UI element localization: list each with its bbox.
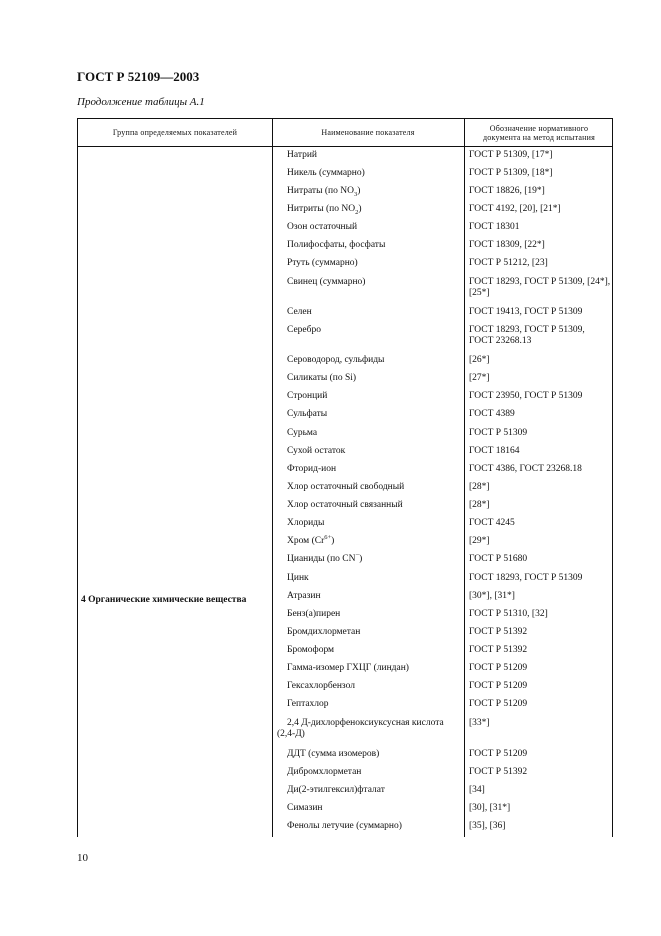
test-method-reference: ГОСТ Р 51392 [469, 627, 528, 637]
indicator-name: Ртуть (суммарно) [287, 258, 358, 268]
indicator-name: Цианиды (по CN−) [287, 551, 363, 564]
indicator-name: Нитраты (по $NO_3$) [287, 186, 361, 198]
test-method-reference: ГОСТ Р 51680 [469, 554, 528, 564]
test-method-reference: [28*] [469, 482, 490, 492]
test-method-reference: [30], [31*] [469, 803, 511, 813]
test-method-reference: ГОСТ 18293, ГОСТ Р 51309 [469, 573, 583, 583]
test-method-reference: ГОСТ Р 51392 [469, 767, 528, 777]
indicator-name: Атразин [287, 591, 321, 601]
test-method-reference: ГОСТ Р 51209 [469, 663, 528, 673]
test-method-reference: ГОСТ 19413, ГОСТ Р 51309 [469, 307, 583, 317]
test-method-reference: ГОСТ Р 51209 [469, 699, 528, 709]
indicator-name: Хлор остаточный свободный [287, 482, 405, 492]
indicator-name: Стронций [287, 391, 328, 401]
indicator-name: Силикаты (по Si) [287, 373, 357, 383]
indicator-name: Озон остаточный [287, 222, 358, 232]
indicator-name: Цинк [287, 573, 309, 583]
indicator-name: Хлор остаточный связанный [287, 500, 403, 510]
test-method-reference: ГОСТ 18826, [19*] [469, 186, 545, 196]
test-method-reference: ГОСТ 18309, [22*] [469, 240, 545, 250]
column-header-document: Обозначение нормативного документа на метод испытания [483, 123, 595, 142]
indicator-name: Дибромхлорметан [287, 767, 362, 777]
indicator-name: Хром $(Cr^{6+})$ [287, 533, 335, 546]
indicator-name: Гамма-изомер ГХЦГ (линдан) [287, 663, 409, 673]
column-header-group: Группа определяемых показателей [112, 128, 238, 137]
test-method-reference: ГОСТ Р 51309, [17*] [469, 150, 553, 160]
test-method-reference: [33*] [469, 718, 490, 728]
test-method-reference: ГОСТ Р 51209 [469, 749, 528, 759]
test-method-reference: ГОСТ Р 51309, [18*] [469, 168, 553, 178]
column-divider [464, 119, 465, 837]
page-number: 10 [77, 852, 88, 864]
indicator-name: Сурьма [287, 428, 318, 438]
indicator-name: Натрий [287, 150, 318, 160]
indicator-name: Серебро [287, 325, 321, 335]
indicator-name: Нитриты (по $NO_2$) [287, 204, 362, 216]
test-method-reference: ГОСТ Р 51212, [23] [469, 258, 548, 268]
column-header-name: Наименование показателя [321, 128, 415, 137]
test-method-reference: ГОСТ Р 51310, [32] [469, 609, 548, 619]
test-method-reference: [29*] [469, 536, 490, 546]
test-method-reference: [28*] [469, 500, 490, 510]
indicators-table [77, 118, 613, 837]
test-method-reference: ГОСТ 4386, ГОСТ 23268.18 [469, 464, 582, 474]
test-method-reference: ГОСТ 4245 [469, 518, 515, 528]
indicator-name: Фторид-ион [287, 464, 337, 474]
indicator-name: Ди(2-этилгексил)фталат [287, 785, 385, 795]
indicator-name: Никель (суммарно) [287, 168, 365, 178]
indicator-name: Фенолы летучие (суммарно) [287, 821, 402, 831]
indicator-name: Сульфаты [287, 409, 328, 419]
test-method-reference: ГОСТ Р 51209 [469, 681, 528, 691]
table-continuation-caption: Продолжение таблицы А.1 [77, 96, 205, 108]
test-method-reference: ГОСТ 4192, [20], [21*] [469, 204, 561, 214]
test-method-reference: ГОСТ Р 51392 [469, 645, 528, 655]
header-divider [78, 146, 612, 147]
column-divider [272, 119, 273, 837]
test-method-reference: [30*], [31*] [469, 591, 515, 601]
indicator-name: Симазин [287, 803, 323, 813]
test-method-reference: [26*] [469, 355, 490, 365]
test-method-reference: ГОСТ 4389 [469, 409, 515, 419]
group-label-organic: 4 Органические химические вещества [81, 595, 247, 605]
indicator-name: Бромдихлорметан [287, 627, 361, 637]
test-method-reference: ГОСТ 18293, ГОСТ Р 51309, ГОСТ 23268.13 [469, 325, 585, 346]
test-method-reference: [27*] [469, 373, 490, 383]
test-method-reference: ГОСТ 18164 [469, 446, 520, 456]
test-method-reference: ГОСТ 18293, ГОСТ Р 51309, [24*], [25*] [469, 277, 611, 298]
indicator-name: 2,4 Д-дихлорфеноксиуксусная кислота (2,4-Д) [277, 718, 444, 739]
indicator-name: Гексахлорбензол [287, 681, 355, 691]
indicator-name: Полифосфаты, фосфаты [287, 240, 386, 250]
standard-title: ГОСТ Р 52109—2003 [77, 69, 200, 84]
indicator-name: Сероводород, сульфиды [287, 355, 385, 365]
indicator-name: Гептахлор [287, 699, 329, 709]
indicator-name: ДДТ (сумма изомеров) [287, 749, 380, 759]
indicator-name: Бромоформ [287, 645, 335, 655]
indicator-name: Селен [287, 307, 312, 317]
test-method-reference: [34] [469, 785, 485, 795]
indicator-name: Бенз(а)пирен [287, 609, 341, 619]
test-method-reference: [35], [36] [469, 821, 506, 831]
test-method-reference: ГОСТ 23950, ГОСТ Р 51309 [469, 391, 583, 401]
indicator-name: Сухой остаток [287, 446, 346, 456]
indicator-name: Свинец (суммарно) [287, 277, 366, 287]
indicator-name: Хлориды [287, 518, 325, 528]
test-method-reference: ГОСТ 18301 [469, 222, 520, 232]
test-method-reference: ГОСТ Р 51309 [469, 428, 528, 438]
